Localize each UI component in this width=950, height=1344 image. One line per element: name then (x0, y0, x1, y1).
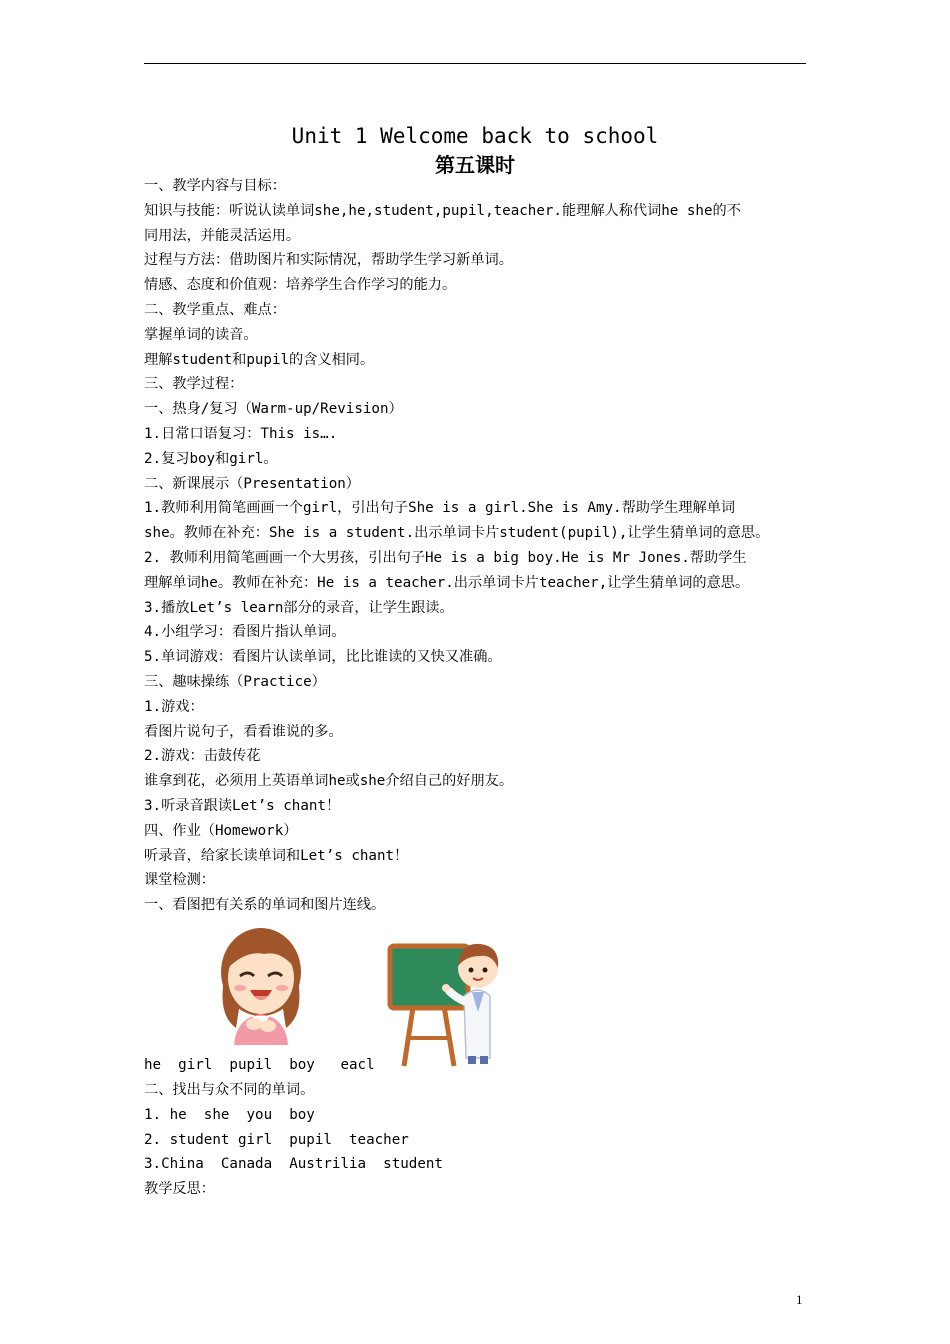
text-line: 三、趣味操练（Practice） (144, 673, 326, 690)
lesson-content-a (144, 174, 816, 918)
text-line: 课堂检测： (144, 872, 215, 889)
text-line: 掌握单词的读音。 (144, 326, 258, 343)
text-line: 2. 教师利用简笔画画一个大男孩，引出句子He is a big boy.He is Mr Jones.帮助学生 (144, 549, 747, 566)
text-line: 1.游戏： (144, 698, 204, 715)
header-rule (144, 63, 806, 64)
text-line: 5.单词游戏：看图片认读单词，比比谁读的又快又准确。 (144, 649, 502, 666)
teacher-blackboard-illustration (386, 918, 511, 1068)
text-line: 一、教学内容与目标： (144, 178, 286, 194)
text-line: 四、作业（Homework） (144, 822, 298, 839)
text-line: 3.听录音跟读Let’s chant！ (144, 797, 341, 814)
text-line: 4.小组学习：看图片指认单词。 (144, 624, 346, 641)
text-line: 二、教学重点、难点： (144, 301, 286, 318)
text-line: 教学反思： (144, 1181, 215, 1198)
matching-exercise (144, 918, 816, 1078)
text-line: 理解student和pupil的含义相同。 (144, 351, 375, 368)
text-line: 2.游戏：击鼓传花 (144, 748, 261, 765)
text-line: 3.China Canada Austrilia student (144, 1156, 443, 1173)
text-line: 三、教学过程： (144, 376, 244, 393)
lesson-content-b (144, 1078, 816, 1202)
text-line: 谁拿到花，必须用上英语单词he或she介绍自己的好朋友。 (144, 773, 514, 790)
text-line: 1.日常口语复习：This is…. (144, 425, 338, 442)
text-line: 听录音，给家长读单词和Let’s chant！ (144, 847, 409, 864)
girl-cartoon-illustration (216, 920, 306, 1045)
text-line: 看图片说句子，看看谁说的多。 (144, 723, 343, 740)
text-line: 知识与技能：听说认读单词she,he,student,pupil,teacher.能理解人称代词he she的不 (144, 202, 741, 219)
match-word-list: he girl pupil boy eacl (144, 1056, 375, 1073)
unit-title: Unit 1 Welcome back to school (291, 124, 659, 148)
text-line: 过程与方法：借助图片和实际情况，帮助学生学习新单词。 (144, 252, 513, 269)
text-line: 理解单词he。教师在补充：He is a teacher.出示单词卡片teacher,让学生猜单词的意思。 (144, 574, 750, 591)
lesson-body (144, 174, 816, 1202)
text-line: 2. student girl pupil teacher (144, 1131, 409, 1148)
text-line: 1. he she you boy (144, 1106, 315, 1123)
text-line: 同用法，并能灵活运用。 (144, 227, 301, 244)
text-line: 一、看图把有关系的单词和图片连线。 (144, 897, 386, 914)
lesson-title: 第五课时 (435, 153, 515, 177)
text-line: 一、热身/复习（Warm-up/Revision） (144, 401, 403, 418)
page-number: 1 (796, 1292, 803, 1307)
text-line: 二、新课展示（Presentation） (144, 475, 360, 492)
text-line: 二、找出与众不同的单词。 (144, 1081, 315, 1098)
text-line: 2.复习boy和girl。 (144, 450, 278, 467)
text-line: 情感、态度和价值观：培养学生合作学习的能力。 (144, 277, 457, 294)
text-line: 1.教师利用简笔画画一个girl，引出句子She is a girl.She is Amy.帮助学生理解单词 (144, 500, 736, 517)
text-line: 3.播放Let’s learn部分的录音，让学生跟读。 (144, 599, 454, 616)
text-line: she。教师在补充：She is a student.出示单词卡片student(pupil),让学生猜单词的意思。 (144, 525, 770, 542)
